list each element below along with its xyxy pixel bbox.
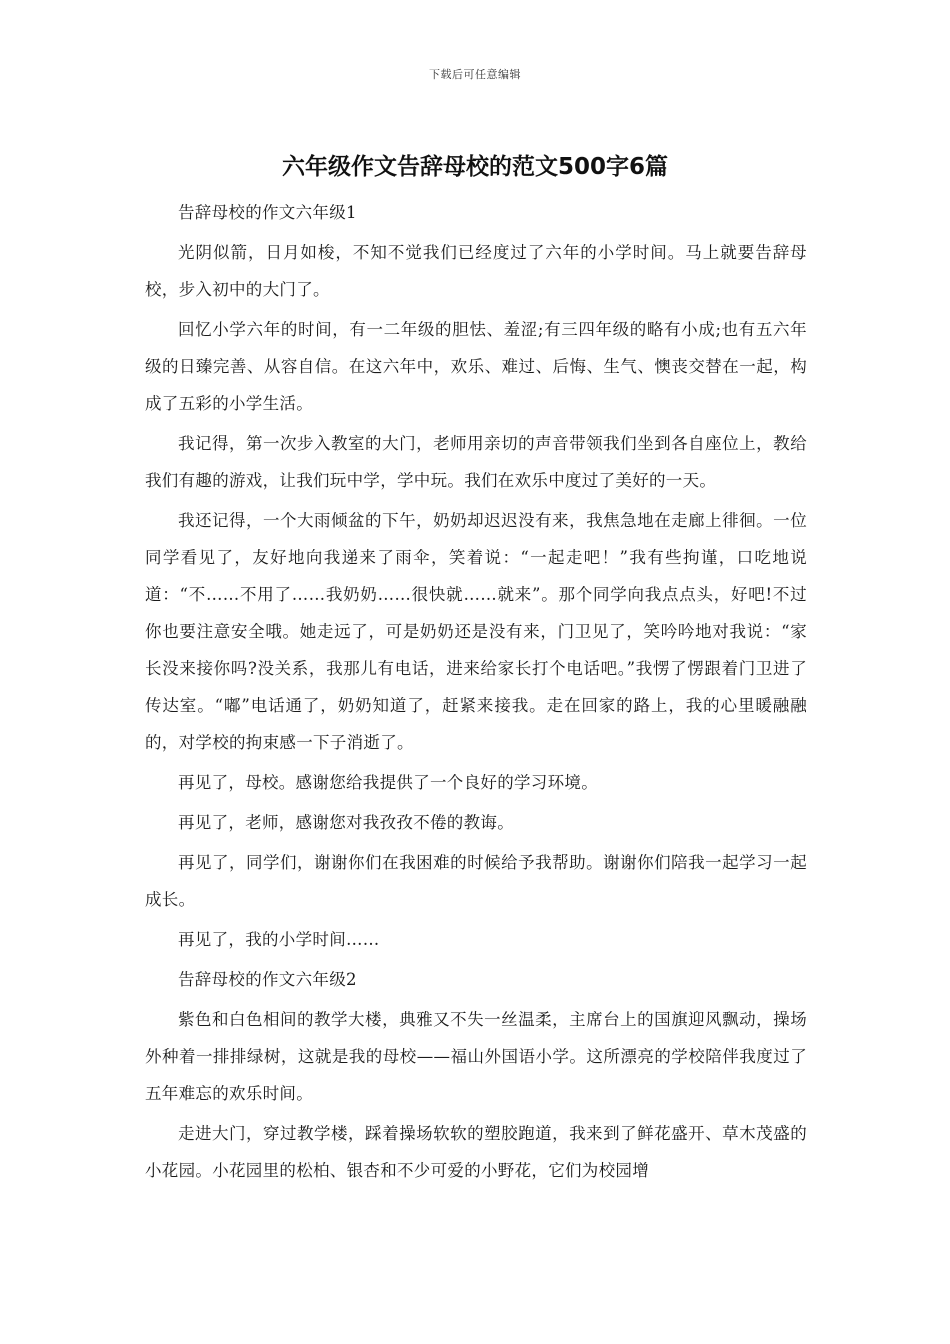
paragraph: 我记得，第一次步入教室的大门，老师用亲切的声音带领我们坐到各自座位上，教给我们有趣的游戏，让我们玩中学，学中玩。我们在欢乐中度过了美好的一天。 [145,434,807,490]
paragraph: 再见了，我的小学时间…… [178,930,380,949]
paragraph: 我还记得，一个大雨倾盆的下午，奶奶却迟迟没有来，我焦急地在走廊上徘徊。一位同学看见了，友好地向我递来了雨伞，笑着说：“一起走吧！”我有些拘谨，口吃地说道：“不……不用了……我奶奶……很快就……就来”。那个同学向我点点头，好吧!不过你也要注意安全哦。她走远了，可是奶奶还是没有来，门卫见了，笑吟吟地对我说：“家长没来接你吗?没关系，我那儿有电话，进来给家长打个电话吧。”我愣了愣跟着门卫进了传达室。“嘟”电话通了，奶奶知道了，赶紧来接我。走在回家的路上，我的心里暖融融的，对学校的拘束感一下子消逝了。 [145,511,807,752]
paragraph: 再见了，母校。感谢您给我提供了一个良好的学习环境。 [178,773,598,792]
document-body [145,194,807,1192]
paragraph: 紫色和白色相间的教学大楼，典雅又不失一丝温柔，主席台上的国旗迎风飘动，操场外种着一排排绿树，这就是我的母校——福山外国语小学。这所漂亮的学校陪伴我度过了五年难忘的欢乐时间。 [145,1010,807,1103]
document-title: 六年级作文告辞母校的范文500字6篇 [281,154,668,180]
paragraph: 再见了，老师，感谢您对我孜孜不倦的教诲。 [178,813,514,832]
paragraph: 回忆小学六年的时间，有一二年级的胆怯、羞涩;有三四年级的略有小成;也有五六年级的日臻完善、从容自信。在这六年中，欢乐、难过、后悔、生气、懊丧交替在一起，构成了五彩的小学生活。 [145,320,807,413]
paragraph: 光阴似箭，日月如梭，不知不觉我们已经度过了六年的小学时间。马上就要告辞母校，步入初中的大门了。 [145,243,807,299]
header-note: 下载后可任意编辑 [429,68,521,81]
paragraph: 再见了，同学们，谢谢你们在我困难的时候给予我帮助。谢谢你们陪我一起学习一起成长。 [145,853,807,909]
paragraph: 走进大门，穿过教学楼，踩着操场软软的塑胶跑道，我来到了鲜花盛开、草木茂盛的小花园。小花园里的松柏、银杏和不少可爱的小野花，它们为校园增 [145,1124,807,1180]
section-heading-2: 告辞母校的作文六年级2 [178,970,357,989]
section-heading-1: 告辞母校的作文六年级1 [178,203,357,222]
